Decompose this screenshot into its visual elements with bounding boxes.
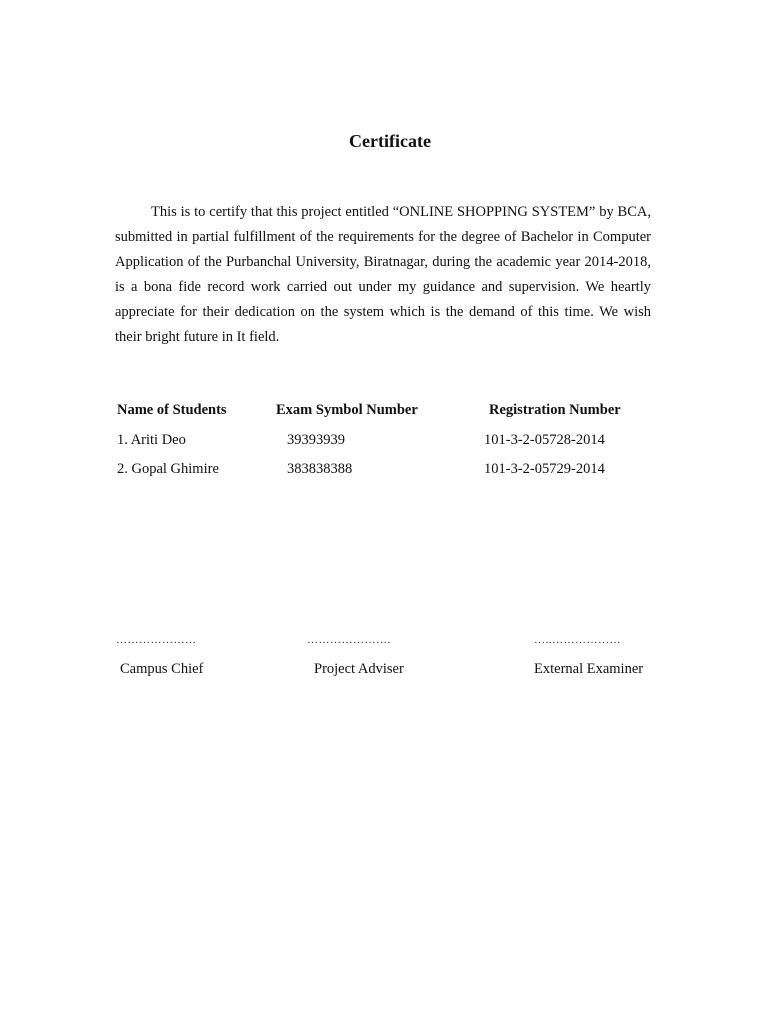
signature-label-campus-chief: Campus Chief [120,661,204,677]
table-row [0,432,768,462]
signature-line-external-examiner: …..……………… [534,634,621,646]
header-registration-number: Registration Number [489,402,621,418]
signature-label-external-examiner: External Examiner [534,661,644,677]
header-name-of-students: Name of Students [117,402,227,418]
exam-symbol-number: 383838388 [287,461,353,477]
student-name: 2. Gopal Ghimire [117,461,219,477]
table-row [0,461,768,491]
signature-label-project-adviser: Project Adviser [314,661,404,677]
students-table [0,402,768,491]
student-name: 1. Ariti Deo [117,431,186,448]
signature-line-project-adviser: …………………. [307,634,391,646]
page-title: Certificate [349,131,431,151]
registration-number: 101-3-2-05728-2014 [484,431,605,448]
exam-symbol-number: 39393939 [287,431,345,448]
header-exam-symbol-number: Exam Symbol Number [276,402,418,418]
registration-number: 101-3-2-05729-2014 [484,461,605,477]
certificate-body: This is to certify that this project entitled “ONLINE SHOPPING SYSTEM” by BCA, submitted in partial fulfillment of the requirements for the degree of Bachelor in Computer Application of the Purbanchal University, Biratnagar, during the academic year 2014-2018, is a bona fide record work carried out under my guidance and supervision. We heartly appreciate for their dedication on the system which is the demand of this time. We wish their bright future in It field. [115,204,651,345]
signature-line-campus-chief: ………………… [116,634,197,646]
table-header-row [0,402,768,432]
